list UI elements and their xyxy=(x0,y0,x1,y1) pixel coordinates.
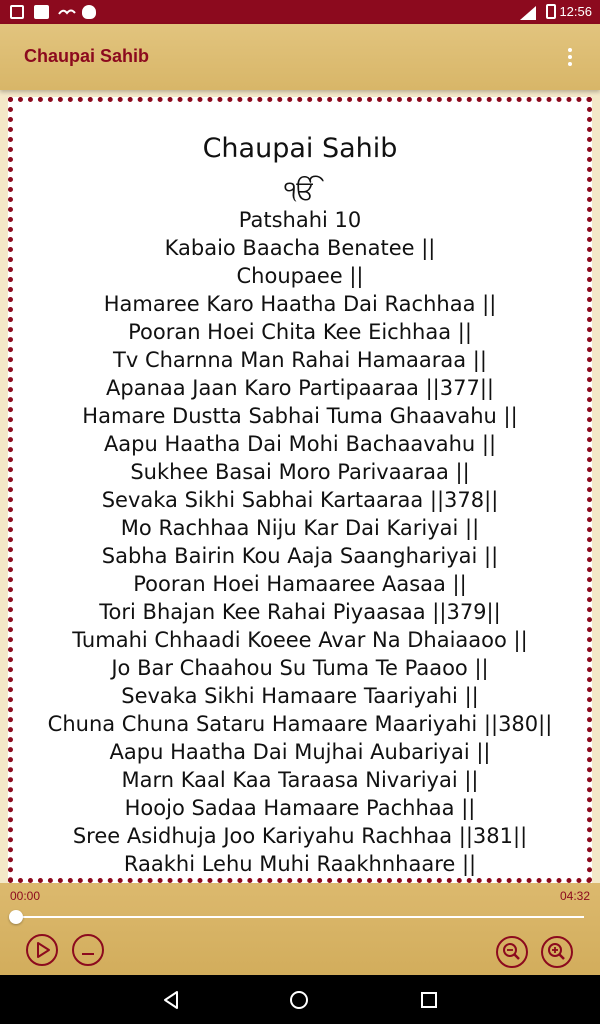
app-title: Chaupai Sahib xyxy=(24,46,150,66)
verse-line: Sree Asidhuja Joo Kariyahu Rachhaa ||381|| xyxy=(72,824,528,848)
verse-line: Kabaio Baacha Benatee || xyxy=(164,236,436,260)
ios-app-icon xyxy=(58,5,76,19)
verse-line: Apanaa Jaan Karo Partipaaraa ||377|| xyxy=(106,376,494,400)
system-nav-bar xyxy=(0,975,600,1024)
signal-icon xyxy=(520,5,536,19)
verse-line: Tumahi Chhaadi Koeee Avar Na Dhaiaaoo || xyxy=(72,628,528,652)
verse-line: Choupaee || xyxy=(236,264,364,288)
white-square-icon xyxy=(34,5,49,19)
verse-line: Mo Rachhaa Niju Kar Dai Kariyai || xyxy=(120,516,480,540)
verse-line: Jo Bar Chaahou Su Tuma Te Paaoo || xyxy=(111,656,489,680)
zoom-in-icon xyxy=(543,938,571,966)
verse-line: Hamaree Karo Haatha Dai Rachhaa || xyxy=(103,292,497,316)
play-icon xyxy=(28,936,56,964)
verse-line: Tv Charnna Man Rahai Hamaaraa || xyxy=(113,348,487,372)
minus-icon xyxy=(74,936,102,964)
current-time: 00:00 xyxy=(10,889,41,903)
recents-icon[interactable] xyxy=(418,989,440,1011)
verse-line: Hoojo Sadaa Hamaare Pachhaa || xyxy=(124,796,476,820)
verse-line: Aapu Haatha Dai Mohi Bachaavahu || xyxy=(103,432,497,456)
image-icon xyxy=(10,5,24,19)
seek-track[interactable] xyxy=(16,916,584,918)
verse-line: Sevaka Sikhi Sabhai Kartaaraa ||378|| xyxy=(101,488,499,512)
audio-player xyxy=(0,883,600,975)
verse-line: Aapu Haatha Dai Mujhai Aubariyai || xyxy=(109,740,491,764)
app-bar xyxy=(0,24,600,90)
verse-line: Patshahi 10 xyxy=(238,208,362,232)
verse-line: Sabha Bairin Kou Aaja Saanghariyai || xyxy=(101,544,499,568)
verse-line: Pooran Hoei Hamaaree Aasaa || xyxy=(133,572,467,596)
battery-icon xyxy=(546,4,556,19)
page-title: Chaupai Sahib xyxy=(202,133,398,164)
play-button[interactable] xyxy=(26,934,58,966)
verse-line: Marn Kaal Kaa Taraasa Nivariyai || xyxy=(121,768,479,792)
total-time: 04:32 xyxy=(559,889,590,903)
seek-thumb[interactable] xyxy=(9,910,23,924)
zoom-out-icon xyxy=(498,938,526,966)
zoom-in-button[interactable] xyxy=(541,936,573,968)
cat-icon xyxy=(82,5,96,19)
overflow-menu-icon[interactable] xyxy=(560,46,580,68)
verse-line: Raakhi Lehu Muhi Raakhnhaare || xyxy=(123,852,477,876)
home-icon[interactable] xyxy=(288,989,310,1011)
minus-button[interactable] xyxy=(72,934,104,966)
verse-list xyxy=(13,206,587,878)
content-frame[interactable] xyxy=(8,97,592,883)
scripture-text xyxy=(13,132,587,878)
ik-onkar-symbol: ੴ xyxy=(284,176,316,206)
back-icon[interactable] xyxy=(160,989,182,1011)
verse-line: Sukhee Basai Moro Parivaaraa || xyxy=(130,460,470,484)
zoom-out-button[interactable] xyxy=(496,936,528,968)
verse-line: Tori Bhajan Kee Rahai Piyaasaa ||379|| xyxy=(99,600,501,624)
status-bar xyxy=(0,0,600,24)
verse-line: Hamare Dustta Sabhai Tuma Ghaavahu || xyxy=(82,404,518,428)
status-time: 12:56 xyxy=(559,4,592,19)
verse-line: Pooran Hoei Chita Kee Eichhaa || xyxy=(128,320,472,344)
verse-line: Sevaka Sikhi Hamaare Taariyahi || xyxy=(121,684,479,708)
verse-line: Chuna Chuna Sataru Hamaare Maariyahi ||380|| xyxy=(47,712,553,736)
